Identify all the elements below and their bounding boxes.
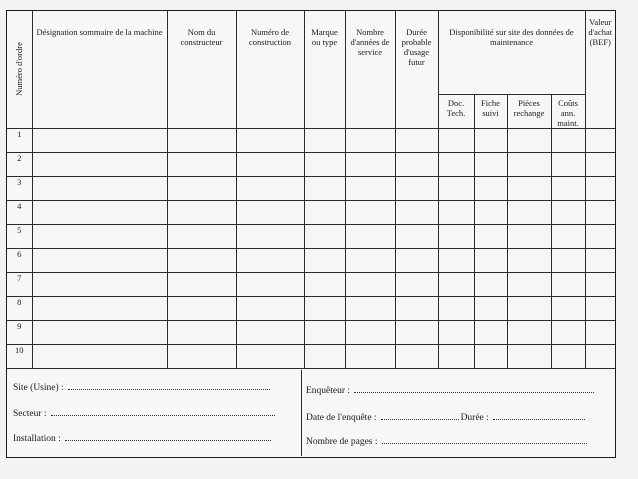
- pages-field: [306, 437, 587, 447]
- col-header-maintenance-availability: Disponibilité sur site des données de maintenance: [438, 11, 585, 94]
- table-cell[interactable]: [167, 128, 236, 152]
- table-cell[interactable]: [507, 320, 551, 344]
- table-cell[interactable]: [395, 320, 438, 344]
- table-cell[interactable]: [507, 248, 551, 272]
- table-cell[interactable]: [236, 344, 304, 368]
- table-cell[interactable]: [345, 272, 395, 296]
- table-cell[interactable]: [236, 152, 304, 176]
- row-number: 3: [7, 176, 32, 200]
- table-cell[interactable]: [395, 152, 438, 176]
- table-cell[interactable]: [474, 296, 507, 320]
- table-cell[interactable]: [345, 344, 395, 368]
- table-cell[interactable]: [474, 272, 507, 296]
- col-header-purchase-value: Valeur d'achat (BEF): [585, 11, 615, 128]
- table-cell[interactable]: [236, 176, 304, 200]
- table-row: [7, 344, 615, 368]
- table-cell[interactable]: [395, 224, 438, 248]
- table-cell[interactable]: [551, 272, 585, 296]
- pages-label: Nombre de pages :: [306, 437, 378, 447]
- table-cell[interactable]: [585, 152, 615, 176]
- table-cell[interactable]: [304, 248, 345, 272]
- table-cell[interactable]: [507, 224, 551, 248]
- table-cell[interactable]: [304, 320, 345, 344]
- duration-label: Durée :: [460, 413, 489, 423]
- col-header-couts-maint: Coûts ann. maint.: [551, 94, 585, 128]
- table-cell[interactable]: [236, 272, 304, 296]
- table-cell[interactable]: [551, 224, 585, 248]
- table-cell[interactable]: [585, 272, 615, 296]
- table-cell[interactable]: [474, 152, 507, 176]
- table-cell[interactable]: [551, 152, 585, 176]
- table-cell[interactable]: [345, 320, 395, 344]
- table-body: [7, 128, 615, 368]
- table-cell[interactable]: [167, 344, 236, 368]
- table-cell[interactable]: [438, 176, 474, 200]
- survey-date-label: Date de l'enquête :: [306, 413, 377, 423]
- table-cell[interactable]: [345, 224, 395, 248]
- table-row: [7, 152, 615, 176]
- row-number: 9: [7, 320, 32, 344]
- table-cell[interactable]: [438, 296, 474, 320]
- table-cell[interactable]: [395, 296, 438, 320]
- table-cell[interactable]: [304, 296, 345, 320]
- table-cell[interactable]: [585, 296, 615, 320]
- table-cell[interactable]: [585, 224, 615, 248]
- table-cell[interactable]: [474, 248, 507, 272]
- table-cell[interactable]: [507, 128, 551, 152]
- table-cell[interactable]: [438, 200, 474, 224]
- table-cell[interactable]: [304, 128, 345, 152]
- table-cell[interactable]: [474, 200, 507, 224]
- table-row: [7, 296, 615, 320]
- table-cell[interactable]: [438, 224, 474, 248]
- table-cell[interactable]: [585, 128, 615, 152]
- table-cell[interactable]: [474, 176, 507, 200]
- table-cell[interactable]: [32, 128, 167, 152]
- table-cell[interactable]: [345, 248, 395, 272]
- investigator-field: [306, 386, 594, 396]
- sector-field: [13, 409, 275, 419]
- sector-label: Secteur :: [13, 409, 47, 419]
- table-cell[interactable]: [585, 176, 615, 200]
- table-cell[interactable]: [551, 200, 585, 224]
- site-label: Site (Usine) :: [13, 383, 64, 393]
- table-cell[interactable]: [236, 296, 304, 320]
- table-cell[interactable]: [32, 344, 167, 368]
- col-header-probable-future-use: Durée probable d'usage futur: [395, 11, 438, 128]
- table-cell[interactable]: [438, 320, 474, 344]
- table-cell[interactable]: [585, 248, 615, 272]
- maintenance-survey-form: [6, 10, 616, 458]
- sector-input-line[interactable]: [51, 414, 275, 416]
- table-cell[interactable]: [395, 200, 438, 224]
- table-cell[interactable]: [438, 272, 474, 296]
- table-cell[interactable]: [304, 272, 345, 296]
- col-header-fiche-suivi: Fiche suivi: [474, 94, 507, 128]
- installation-field: [13, 434, 271, 444]
- table-cell[interactable]: [507, 176, 551, 200]
- col-header-years-of-service: Nombre d'années de service: [345, 11, 395, 128]
- table-cell[interactable]: [167, 200, 236, 224]
- duration-input-line[interactable]: [493, 418, 585, 420]
- table-cell[interactable]: [32, 152, 167, 176]
- row-number: 7: [7, 272, 32, 296]
- form-footer: [7, 370, 615, 456]
- table-cell[interactable]: [585, 344, 615, 368]
- table-cell[interactable]: [32, 272, 167, 296]
- table-cell[interactable]: [236, 248, 304, 272]
- table-cell[interactable]: [395, 272, 438, 296]
- table-cell[interactable]: [32, 320, 167, 344]
- col-header-pieces-rechange: Pièces rechange: [507, 94, 551, 128]
- table-cell[interactable]: [304, 344, 345, 368]
- table-cell[interactable]: [474, 224, 507, 248]
- row-number: 8: [7, 296, 32, 320]
- table-cell[interactable]: [167, 152, 236, 176]
- table-cell[interactable]: [585, 320, 615, 344]
- table-cell[interactable]: [236, 128, 304, 152]
- table-cell[interactable]: [345, 296, 395, 320]
- table-cell[interactable]: [551, 176, 585, 200]
- row-number: 4: [7, 200, 32, 224]
- table-cell[interactable]: [167, 248, 236, 272]
- table-cell[interactable]: [507, 200, 551, 224]
- col-header-designation: Désignation sommaire de la machine: [32, 11, 167, 128]
- table-cell[interactable]: [345, 128, 395, 152]
- table-row: [7, 224, 615, 248]
- table-cell[interactable]: [507, 152, 551, 176]
- table-row: [7, 128, 615, 152]
- col-header-manufacturer-name: Nom du constructeur: [167, 11, 236, 128]
- row-number: 1: [7, 128, 32, 152]
- table-cell[interactable]: [438, 152, 474, 176]
- table-cell[interactable]: [32, 224, 167, 248]
- installation-input-line[interactable]: [65, 439, 271, 441]
- table-row: [7, 248, 615, 272]
- table-cell[interactable]: [345, 200, 395, 224]
- table-cell[interactable]: [167, 296, 236, 320]
- header-row: [7, 11, 615, 94]
- table-cell[interactable]: [236, 200, 304, 224]
- table-cell[interactable]: [167, 320, 236, 344]
- table-cell[interactable]: [507, 272, 551, 296]
- table-cell[interactable]: [551, 248, 585, 272]
- machine-inventory-table: [7, 11, 615, 369]
- table-cell[interactable]: [32, 296, 167, 320]
- pages-input-line[interactable]: [382, 442, 587, 444]
- table-cell[interactable]: [345, 152, 395, 176]
- table-cell[interactable]: [395, 344, 438, 368]
- table-cell[interactable]: [551, 320, 585, 344]
- row-number: 5: [7, 224, 32, 248]
- table-cell[interactable]: [345, 176, 395, 200]
- site-field: [13, 383, 270, 393]
- table-cell[interactable]: [32, 176, 167, 200]
- investigator-input-line[interactable]: [354, 391, 594, 393]
- table-cell[interactable]: [507, 296, 551, 320]
- table-cell[interactable]: [585, 200, 615, 224]
- table-cell[interactable]: [32, 200, 167, 224]
- table-cell[interactable]: [395, 248, 438, 272]
- table-cell[interactable]: [395, 128, 438, 152]
- footer-divider: [301, 370, 302, 456]
- table-cell[interactable]: [474, 320, 507, 344]
- installation-label: Installation :: [13, 434, 61, 444]
- table-cell[interactable]: [304, 200, 345, 224]
- col-header-doc-tech: Doc. Tech.: [438, 94, 474, 128]
- table-cell[interactable]: [32, 248, 167, 272]
- table-cell[interactable]: [304, 224, 345, 248]
- table-cell[interactable]: [304, 176, 345, 200]
- table-cell[interactable]: [438, 344, 474, 368]
- investigator-label: Enquêteur :: [306, 386, 351, 396]
- col-header-brand-type: Marque ou type: [304, 11, 345, 128]
- table-row: [7, 320, 615, 344]
- col-header-construction-number: Numéro de construction: [236, 11, 304, 128]
- survey-date-field: [306, 413, 585, 423]
- table-cell[interactable]: [167, 224, 236, 248]
- table-cell[interactable]: [474, 344, 507, 368]
- table-cell[interactable]: [304, 152, 345, 176]
- row-number: 2: [7, 152, 32, 176]
- table-cell[interactable]: [167, 272, 236, 296]
- table-row: [7, 200, 615, 224]
- table-cell[interactable]: [167, 176, 236, 200]
- table-cell[interactable]: [236, 320, 304, 344]
- col-header-order-number: Numéro d'ordre: [7, 11, 32, 128]
- table-cell[interactable]: [507, 344, 551, 368]
- table-row: [7, 176, 615, 200]
- row-number: 10: [7, 344, 32, 368]
- table-cell[interactable]: [236, 224, 304, 248]
- site-input-line[interactable]: [68, 388, 270, 390]
- table-cell[interactable]: [395, 176, 438, 200]
- table-row: [7, 272, 615, 296]
- survey-date-input-line[interactable]: [381, 418, 459, 420]
- table-cell[interactable]: [551, 344, 585, 368]
- table-cell[interactable]: [438, 248, 474, 272]
- table-cell[interactable]: [474, 128, 507, 152]
- row-number: 6: [7, 248, 32, 272]
- table-cell[interactable]: [438, 128, 474, 152]
- table-cell[interactable]: [551, 296, 585, 320]
- table-cell[interactable]: [551, 128, 585, 152]
